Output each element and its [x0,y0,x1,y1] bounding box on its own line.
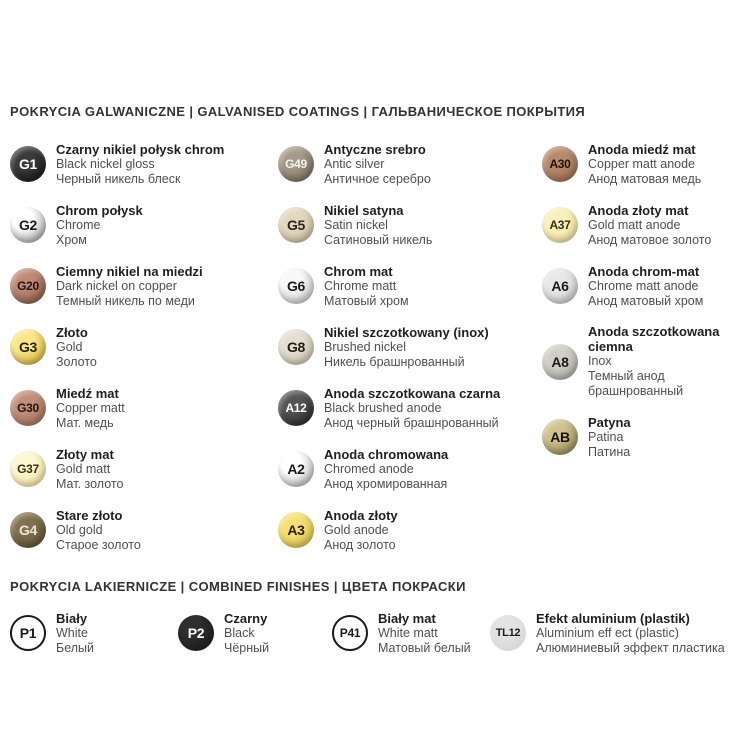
finish-labels [588,142,701,187]
finish-code-label: G8 [286,339,306,355]
finish-code-label: G30 [17,401,39,415]
finish-name-ru: Чёрный [224,640,270,655]
finish-name-en: Copper matt [56,400,125,415]
finish-name-en: Patina [588,429,624,444]
finish-name-en: Old gold [56,522,103,537]
finish-name-en: White [56,625,88,640]
finish-name-pl: Anoda szczotkowana czarna [324,385,501,401]
finish-name-en: Dark nickel on copper [56,278,177,293]
finish-name-ru: Никель брашнрованный [324,354,465,369]
finish-color-swatch [542,268,578,304]
finish-labels [588,415,631,460]
finish-labels [536,611,725,656]
finish-color-swatch [10,512,46,548]
finish-name-en: Inox [588,354,612,368]
finish-name-ru: Мат. золото [56,476,124,491]
finish-labels [324,325,489,370]
finish-name-pl: Biały [56,610,88,626]
finish-code-label: G3 [18,339,38,355]
finish-labels [56,264,203,309]
finish-labels [324,203,432,248]
finish-code-label: A2 [287,461,305,477]
finish-labels [324,386,500,431]
finish-name-pl: Złoty mat [56,446,114,462]
finish-code-label: G6 [286,278,306,294]
finish-labels [588,324,744,399]
finish-name-pl: Chrom mat [324,263,393,279]
finish-name-ru: Анод матовый хром [588,293,704,308]
finish-name-en: Gold [56,339,83,354]
finish-item [278,446,542,492]
finish-name-pl: Anoda chrom-mat [588,263,700,279]
finish-name-pl: Biały mat [378,610,436,626]
finish-name-en: White matt [378,625,438,640]
finish-color-swatch [10,615,46,651]
finish-name-en: Black brushed anode [324,400,442,415]
finish-item [542,141,744,187]
finish-name-ru: Анод золото [324,537,396,552]
finish-name-pl: Anoda miedź mat [588,141,696,157]
finish-name-ru: Античное серебро [324,171,431,186]
finish-item [332,610,490,656]
finish-name-pl: Złoto [56,324,88,340]
finish-name-ru: Хром [56,232,87,247]
finish-code-label: G20 [17,279,39,293]
finish-color-swatch [542,419,578,455]
finish-labels [56,325,97,370]
finish-name-en: Black nickel gloss [56,156,155,171]
finish-color-swatch [332,615,368,651]
finish-color-swatch [10,146,46,182]
finish-item [278,324,542,370]
finish-color-swatch [490,615,526,651]
finish-name-pl: Anoda złoty mat [588,202,689,218]
finish-name-en: Chrome matt anode [588,278,699,293]
finish-color-swatch [278,207,314,243]
finish-item [10,446,278,492]
finish-item [10,202,278,248]
finish-code-label: P2 [187,625,205,641]
finish-labels [588,264,703,309]
finish-item [542,202,744,248]
finish-name-ru: Мат. медь [56,415,114,430]
finish-color-swatch [278,146,314,182]
lacquer-finishes-header: POKRYCIA LAKIERNICZE | COMBINED FINISHES | ЦВЕТА ПОКРАСКИ [10,579,466,594]
galvanic-coatings-grid [10,141,744,568]
finish-item [10,263,278,309]
finish-code-label: A12 [285,401,307,415]
finish-labels [324,142,431,187]
finish-name-ru: Анод хромированная [324,476,448,491]
finish-name-ru: Патина [588,444,631,459]
finish-color-swatch [278,329,314,365]
finish-name-pl: Stare złoto [56,507,123,523]
finish-name-pl: Czarny nikiel połysk chrom [56,141,225,157]
finish-code-label: A37 [549,218,571,232]
finish-labels [324,447,448,492]
finish-name-pl: Anoda szczotkowana ciemna [588,324,720,354]
finish-item [10,324,278,370]
finish-name-ru: Темный анод брашнрованный [588,369,684,398]
finish-labels [56,386,125,431]
finish-color-swatch [278,451,314,487]
galvanic-coatings-header: POKRYCIA GALWANICZNE | GALVANISED COATINGS | ГАЛЬВАНИЧЕСКОЕ ПОКРЫТИЯ [10,104,586,119]
finish-item [542,414,744,460]
finish-name-pl: Anoda chromowana [324,446,449,462]
finish-code-label: A30 [549,157,571,171]
finish-labels [56,142,224,187]
finish-name-en: Satin nickel [324,217,388,232]
finish-name-pl: Miedź mat [56,385,119,401]
finish-name-pl: Chrom połysk [56,202,143,218]
finish-item [278,202,542,248]
finish-name-ru: Сатиновый никель [324,232,433,247]
finish-item [278,141,542,187]
finish-name-ru: Белый [56,640,95,655]
finish-code-label: G4 [18,522,38,538]
finish-name-ru: Анод матовая медь [588,171,702,186]
galvanic-column-1 [10,141,278,568]
galvanic-column-3 [542,141,744,568]
finish-name-en: Gold matt anode [588,217,681,232]
finish-item [178,610,332,656]
finish-labels [324,508,398,553]
finish-color-swatch [178,615,214,651]
finish-item [10,141,278,187]
finish-name-pl: Nikiel szczotkowany (inox) [324,324,489,340]
finish-name-en: Chrome [56,217,101,232]
finish-name-pl: Antyczne srebro [324,141,426,157]
finish-labels [224,611,269,656]
finish-item [10,610,178,656]
finish-color-swatch [10,207,46,243]
finish-color-swatch [10,390,46,426]
finish-name-en: Gold anode [324,522,389,537]
finish-item [542,263,744,309]
finish-code-label: G2 [18,217,38,233]
finish-name-pl: Anoda złoty [324,507,398,523]
finish-name-ru: Черный никель блеск [56,171,181,186]
finish-code-label: A8 [551,353,569,370]
finish-labels [324,264,409,309]
lacquer-finishes-grid [10,610,744,671]
finish-item [10,385,278,431]
finish-color-swatch [542,207,578,243]
finish-code-label: G37 [17,462,39,476]
finish-name-ru: Матовый хром [324,293,409,308]
finish-name-pl: Czarny [224,610,268,626]
finish-color-swatch [10,329,46,365]
finish-name-ru: Анод матовое золото [588,232,712,247]
finish-color-swatch [278,268,314,304]
finish-code-label: G49 [285,157,307,171]
finish-name-ru: Старое золото [56,537,141,552]
finish-item [10,507,278,553]
finish-name-pl: Efekt aluminium (plastik) [536,610,690,626]
finish-code-label: A6 [551,278,569,294]
finish-labels [378,611,471,656]
finish-labels [588,203,711,248]
finish-code-label: TL12 [495,626,521,639]
finish-item [278,507,542,553]
finish-item [542,324,744,399]
finish-color-swatch [10,451,46,487]
finish-color-swatch [278,390,314,426]
finish-name-en: Aluminium eff ect (plastic) [536,625,679,640]
finish-name-ru: Алюминиевый эффект пластика [536,640,725,655]
finish-name-pl: Ciemny nikiel na miedzi [56,263,203,279]
finish-code-label: P41 [339,626,361,640]
finish-name-en: Chrome matt [324,278,397,293]
finish-labels [56,203,143,248]
finish-color-swatch [542,344,578,380]
finish-color-swatch [10,268,46,304]
finish-name-en: Black [224,625,255,640]
finish-labels [56,508,141,553]
finish-item [490,610,744,656]
finish-code-label: P1 [19,625,37,641]
finish-item [278,263,542,309]
finish-name-en: Brushed nickel [324,339,406,354]
finish-labels [56,447,123,492]
finish-name-pl: Patyna [588,414,631,430]
finish-name-en: Antic silver [324,156,385,171]
finish-code-label: AB [550,429,570,445]
finish-name-ru: Золото [56,354,97,369]
finish-name-ru: Матовый белый [378,640,471,655]
finish-name-ru: Анод черный брашнрованный [324,415,499,430]
finish-name-en: Chromed anode [324,461,414,476]
finish-color-swatch [542,146,578,182]
finish-code-label: G5 [286,217,306,233]
finish-name-ru: Темный никель по меди [56,293,195,308]
finish-name-en: Copper matt anode [588,156,696,171]
galvanic-column-2 [278,141,542,568]
finish-name-pl: Nikiel satyna [324,202,404,218]
finish-color-swatch [278,512,314,548]
finish-code-label: G1 [18,156,38,172]
finish-code-label: A3 [287,522,305,538]
finish-labels [56,611,94,656]
finish-name-en: Gold matt [56,461,111,476]
finish-item [278,385,542,431]
